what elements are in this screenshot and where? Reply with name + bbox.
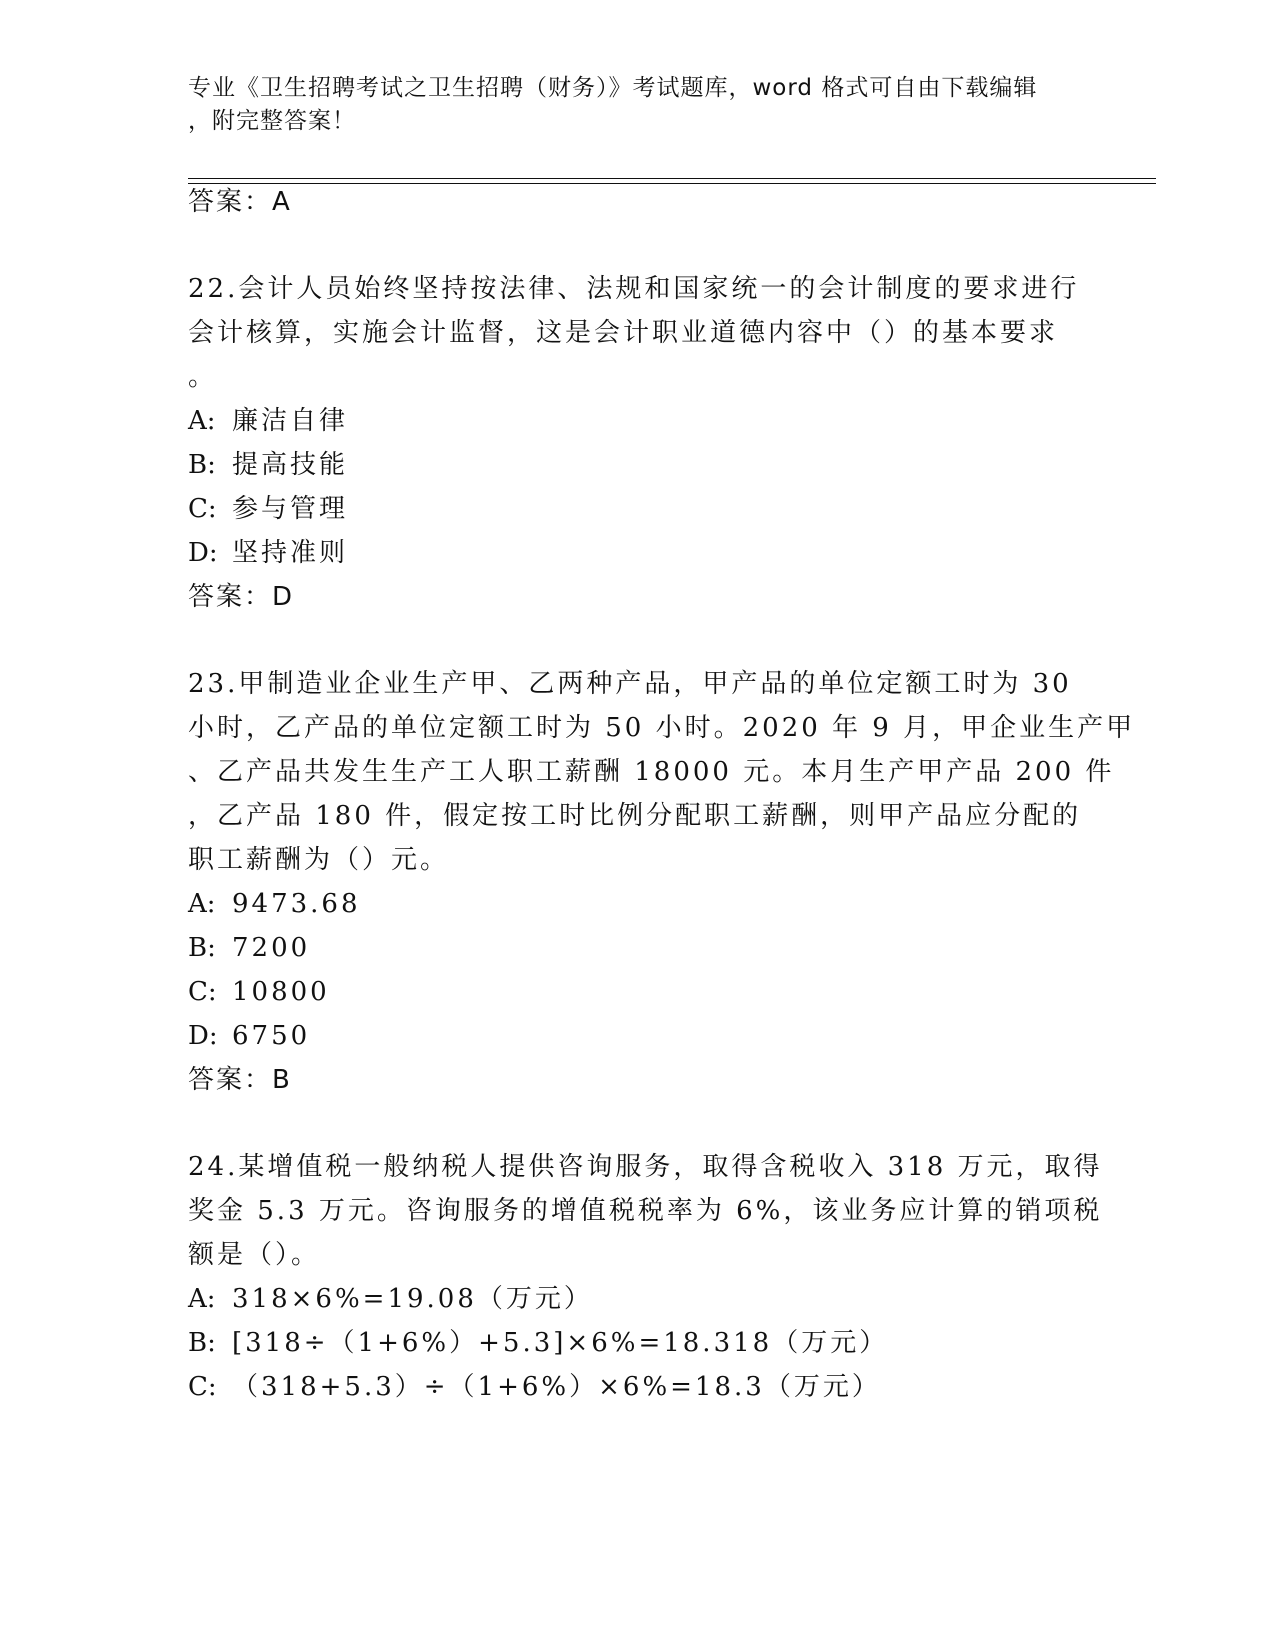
- question-24-line-2: 奖金 5.3 万元。咨询服务的增值税税率为 6%，该业务应计算的销项税: [188, 1196, 1103, 1226]
- option-text: 9473.68: [232, 889, 361, 919]
- question-24-line-3: 额是（）。: [188, 1240, 321, 1270]
- option-text: 7200: [232, 933, 311, 963]
- question-23-line-5: 职工薪酬为（）元。: [188, 845, 450, 875]
- option-text: 318×6%=19.08（万元）: [232, 1284, 593, 1314]
- question-22-line-1: 22.会计人员始终坚持按法律、法规和国家统一的会计制度的要求进行: [188, 274, 1080, 304]
- question-22-option-d: [188, 536, 348, 570]
- question-23-option-a: [188, 887, 361, 921]
- question-23-line-1: 23.甲制造业企业生产甲、乙两种产品，甲产品的单位定额工时为 30: [188, 669, 1072, 699]
- question-22-line-3: 。: [188, 362, 218, 392]
- question-22-option-b: [188, 448, 348, 482]
- option-label: D:: [188, 1021, 218, 1051]
- question-24-line-1: 24.某增值税一般纳税人提供咨询服务，取得含税收入 318 万元，取得: [188, 1152, 1103, 1182]
- question-22-line-2: 会计核算，实施会计监督，这是会计职业道德内容中（）的基本要求: [188, 318, 1059, 348]
- option-label: C:: [188, 494, 217, 524]
- option-text: 廉洁自律: [232, 406, 349, 436]
- option-text: 10800: [232, 977, 330, 1007]
- question-24-option-c: [188, 1370, 881, 1404]
- question-22-option-c: [188, 492, 348, 526]
- question-22-option-a: [188, 404, 348, 438]
- option-label: C:: [188, 1372, 217, 1402]
- option-label: A:: [188, 406, 216, 436]
- option-label: B:: [188, 1328, 216, 1358]
- question-23-option-b: [188, 931, 310, 965]
- question-23-option-d: [188, 1019, 310, 1053]
- question-23-option-c: [188, 975, 330, 1009]
- header-line-2: ，附完整答案！: [188, 108, 356, 134]
- option-label: A:: [188, 889, 216, 919]
- header-line-1: 专业《卫生招聘考试之卫生招聘（财务）》考试题库，word 格式可自由下载编辑: [188, 75, 1038, 101]
- question-24-option-a: [188, 1282, 593, 1316]
- option-label: B:: [188, 450, 216, 480]
- option-label: C:: [188, 977, 217, 1007]
- question-23-line-3: 、乙产品共发生生产工人职工薪酬 18000 元。本月生产甲产品 200 件: [188, 757, 1115, 787]
- option-text: 提高技能: [232, 450, 349, 480]
- header-divider-bottom: [188, 183, 1156, 184]
- option-label: D:: [188, 538, 218, 568]
- question-24-option-b: [188, 1326, 888, 1360]
- option-text: 参与管理: [232, 494, 349, 524]
- option-text: （318+5.3）÷（1+6%）×6%=18.3（万元）: [232, 1372, 881, 1402]
- question-22-answer: 答案：D: [188, 582, 295, 612]
- option-label: B:: [188, 933, 216, 963]
- question-23-line-4: ，乙产品 180 件，假定按工时比例分配职工薪酬，则甲产品应分配的: [188, 801, 1082, 831]
- option-text: [318÷（1+6%）+5.3]×6%=18.318（万元）: [232, 1328, 889, 1358]
- question-23-line-2: 小时，乙产品的单位定额工时为 50 小时。2020 年 9 月，甲企业生产甲: [188, 713, 1136, 743]
- page-header: [188, 72, 1088, 138]
- option-label: A:: [188, 1284, 216, 1314]
- answer-previous: 答案：A: [188, 187, 292, 217]
- option-text: 6750: [232, 1021, 311, 1051]
- header-divider-top: [188, 178, 1156, 179]
- option-text: 坚持准则: [232, 538, 349, 568]
- question-23-answer: 答案：B: [188, 1065, 292, 1095]
